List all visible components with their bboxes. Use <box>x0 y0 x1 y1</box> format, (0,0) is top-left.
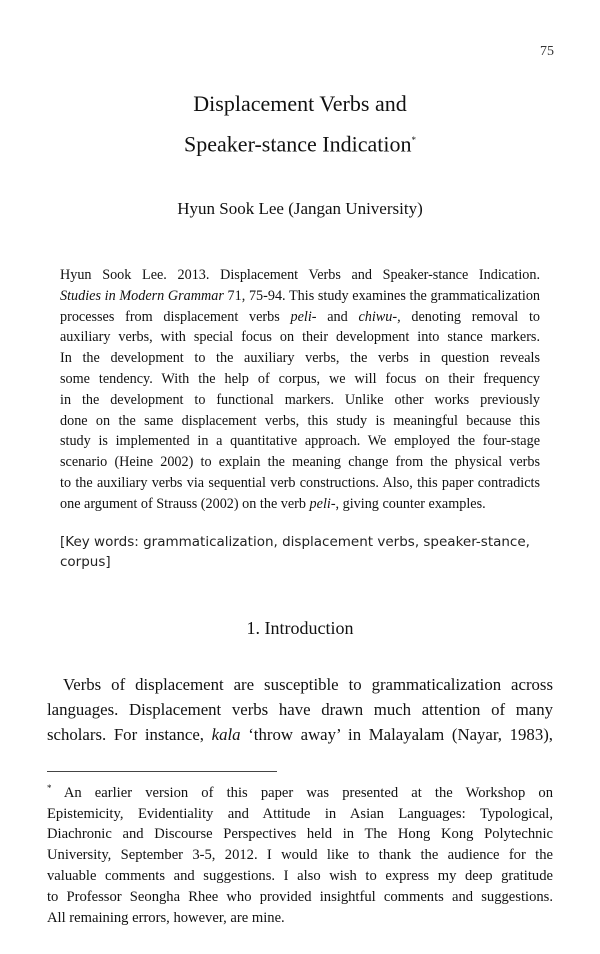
term-kala: kala <box>211 725 241 744</box>
title-line-1: Displacement Verbs and <box>193 91 407 116</box>
abstract-line <box>60 494 540 515</box>
abstract-line: to the auxiliary verbs via sequential verb constructions. Also, this paper contradicts <box>60 474 540 491</box>
body-text-span: scholars. For instance, <box>47 725 212 744</box>
abstract-line: Hyun Sook Lee. 2013. Displacement Verbs and Speaker-stance Indication. <box>60 267 540 283</box>
page-number: 75 <box>540 44 554 59</box>
abstract-line: in the development to functional markers. Unlike other works previously <box>60 391 540 408</box>
footnote-divider <box>47 771 277 772</box>
footnote-line: to Professor Seongha Rhee who provided insightful comments and suggestions. <box>47 888 553 905</box>
abstract <box>60 265 540 515</box>
title-line-2-text: Speaker-stance Indication <box>184 131 412 157</box>
term-chiwu: chiwu- <box>358 308 398 325</box>
term-peli: peli- <box>290 308 317 325</box>
abstract-line: study is implemented in a quantitative approach. We employed the four-stage <box>60 433 540 450</box>
section-heading: 1. Introduction <box>246 618 354 638</box>
footnote-line: valuable comments and suggestions. I also wish to express my deep gratitude <box>47 868 553 885</box>
abstract-text: and <box>316 308 359 325</box>
journal-name: Studies in Modern Grammar <box>60 287 224 304</box>
footnote-line: Diachronic and Discourse Perspectives held in The Hong Kong Polytechnic <box>47 826 553 843</box>
abstract-line: In the development to the auxiliary verbs, the verbs in question reveals <box>60 350 540 367</box>
title-line-2 <box>0 122 600 162</box>
keywords-line: corpus] <box>60 554 111 570</box>
abstract-line: some tendency. With the help of corpus, we will focus on their frequency <box>60 370 540 387</box>
body-text <box>47 672 553 747</box>
term-peli: peli- <box>309 495 336 512</box>
keywords-line: [Key words: grammaticalization, displacement verbs, speaker-stance, <box>60 534 530 550</box>
abstract-line <box>60 307 540 328</box>
body-text-span: ‘throw away’ in Malayalam (Nayar, 1983), <box>240 725 553 744</box>
footnote <box>47 778 553 928</box>
footnote-text: An earlier version of this paper was presented at the Workshop on <box>51 784 553 801</box>
footnote-line <box>47 778 553 804</box>
footnote-mark: * <box>47 783 52 793</box>
paper-title <box>0 86 600 162</box>
keywords <box>60 532 540 572</box>
body-line: Verbs of displacement are susceptible to grammaticalization across <box>63 675 553 694</box>
abstract-text: , giving counter examples. <box>335 495 486 512</box>
abstract-line: done on the same displacement verbs, this study is meaningful because this <box>60 412 540 429</box>
footnote-line: University, September 3-5, 2012. I would like to thank the audience for the <box>47 847 553 864</box>
abstract-line <box>60 286 540 307</box>
abstract-text: processes from displacement verbs <box>60 308 291 325</box>
author-line: Hyun Sook Lee (Jangan University) <box>177 199 423 218</box>
body-line: languages. Displacement verbs have drawn much attention of many <box>47 700 553 719</box>
footnote-line: Epistemicity, Evidentiality and Attitude in Asian Languages: Typological, <box>47 805 553 822</box>
abstract-line: scenario (Heine 2002) to explain the meaning change from the physical verbs <box>60 454 540 471</box>
footnote-line: All remaining errors, however, are mine. <box>47 909 285 926</box>
body-line <box>47 722 553 747</box>
abstract-text: one argument of Strauss (2002) on the verb <box>60 495 310 512</box>
abstract-text: , denoting removal to <box>397 308 541 325</box>
abstract-text: 71, 75-94. This study examines the grammaticalization <box>223 287 541 304</box>
abstract-line: auxiliary verbs, with special focus on their development into stance markers. <box>60 329 540 346</box>
title-footnote-mark: * <box>411 135 416 145</box>
